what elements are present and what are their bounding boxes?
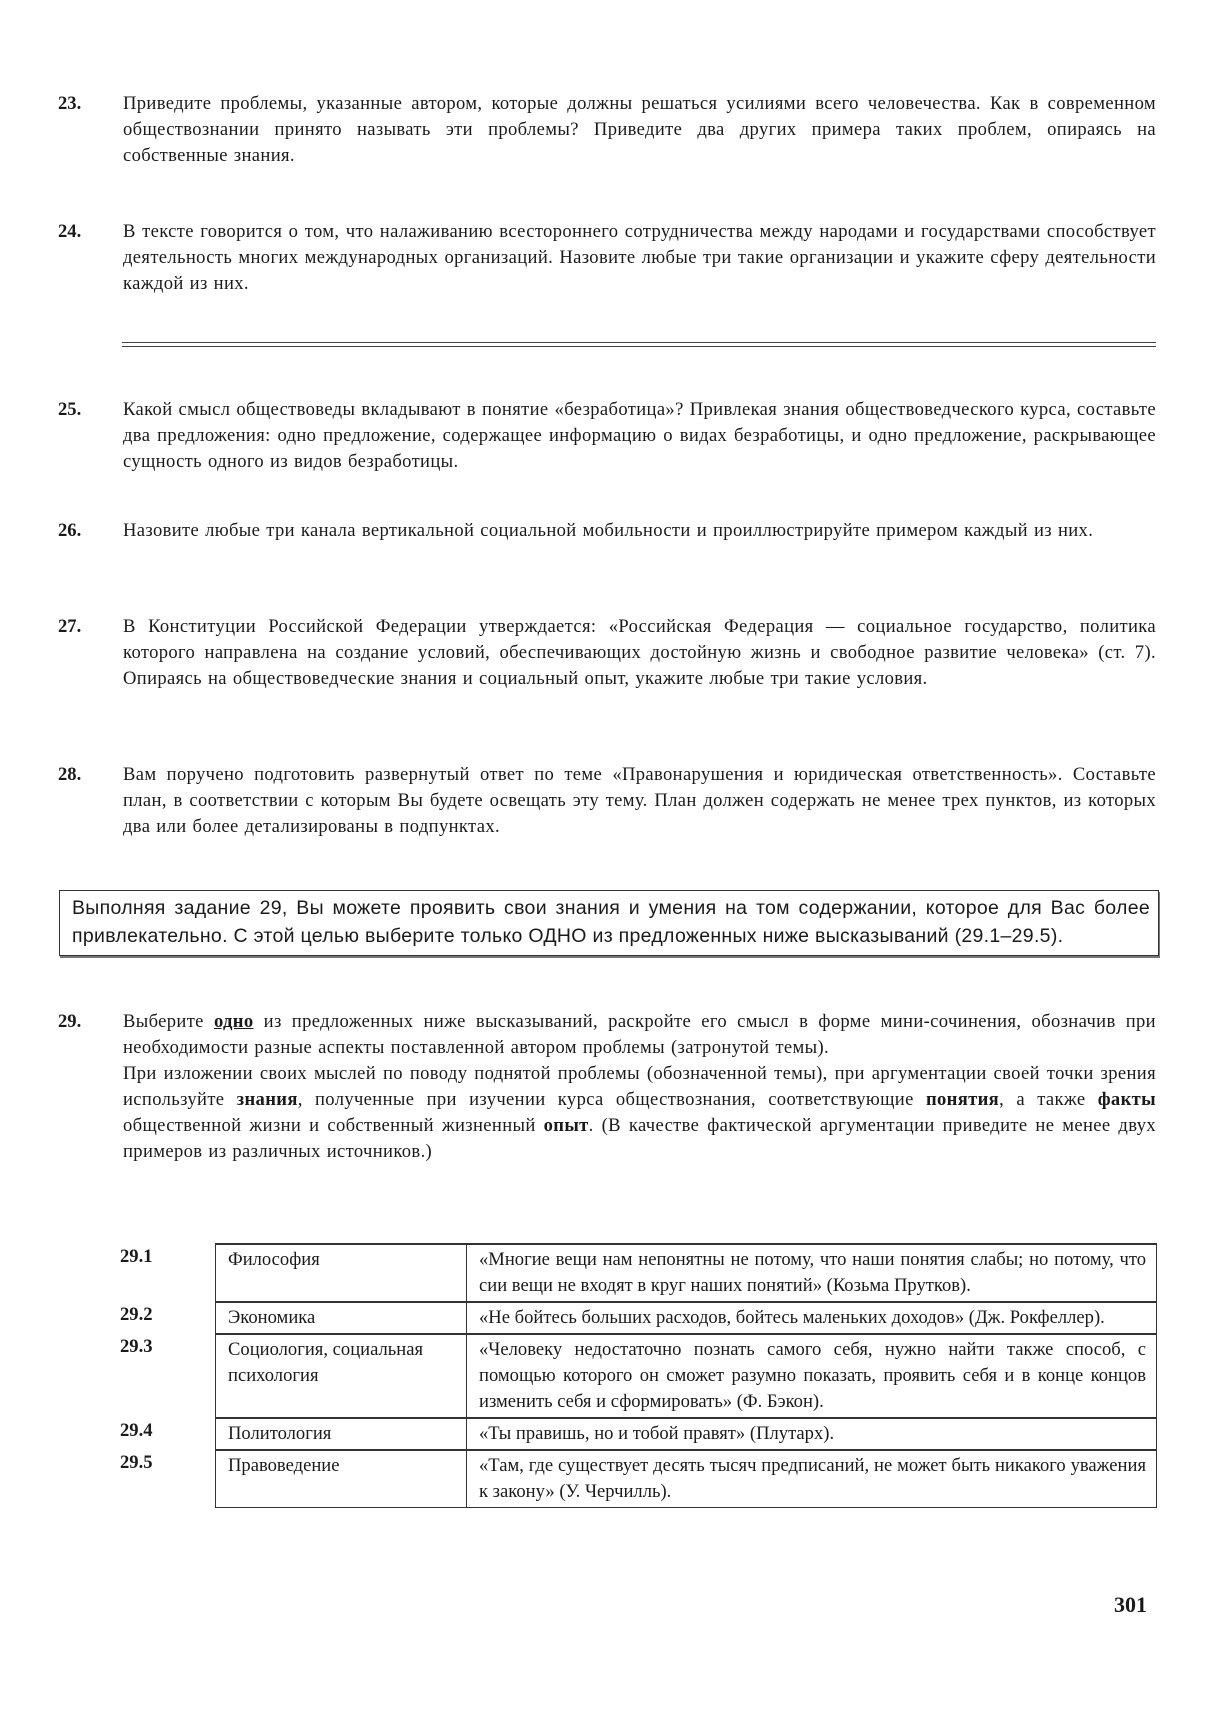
- task-text: Приведите проблемы, указанные автором, которые должны решаться усилиями всего человечества. Как в современном обществознании принято называть эти проблемы? Приведите два других примера таких проблем, опираясь на собственные знания.: [123, 93, 1156, 166]
- quote-number: 29.2: [120, 1304, 153, 1325]
- quote-text: «Ты правишь, но и тобой правят» (Плутарх).: [467, 1418, 1157, 1450]
- task-number: 26.: [58, 520, 82, 541]
- task-24: [58, 219, 1156, 297]
- task-number: 24.: [58, 221, 82, 242]
- task-29: [58, 1009, 1156, 1165]
- quote-text: «Человеку недостаточно познать самого себя, нужно найти также способ, с помощью которого он сможет разумно показать, проявить себя и в конце концов изменить себя и сформировать» (Ф. Бэкон).: [467, 1334, 1157, 1418]
- text: При изложении своих мыслей по поводу поднятой проблемы (обозначенной темы), при аргументации своей точки зрения используйте: [123, 1063, 1156, 1110]
- task-number: 29.: [58, 1011, 82, 1032]
- quote-row: [120, 1450, 1157, 1508]
- divider-rule: [122, 342, 1156, 343]
- text: . (В качестве фактической аргументации приведите не менее двух примеров из различных источников.): [123, 1115, 1157, 1162]
- task-text: Вам поручено подготовить развернутый ответ по теме «Правонарушения и юридическая ответственность». Составьте план, в соответствии с которым Вы будете освещать эту тему. План должен содержать не менее трех пунктов, из которых два или более детализированы в подпунктах.: [123, 764, 1156, 837]
- quote-text: «Многие вещи нам непонятны не потому, что наши понятия слабы; но потому, что сии вещи не входят в круг наших понятий» (Козьма Прутков).: [467, 1244, 1157, 1302]
- quote-subject: Социология, социальная психология: [216, 1334, 467, 1418]
- task-27: [58, 614, 1156, 692]
- task-29-paragraph-1: [123, 1009, 1156, 1061]
- text: , полученные при изучении курса обществознания, соответствующие: [297, 1089, 926, 1110]
- quote-row: [120, 1334, 1157, 1418]
- text: из предложенных ниже высказываний, раскройте его смысл в форме мини-сочинения, обозначив при необходимости разные аспекты поставленной автором проблемы (затронутой темы).: [123, 1011, 1156, 1058]
- quote-number: 29.3: [120, 1336, 153, 1357]
- task-23: [58, 91, 1156, 169]
- task-text: Какой смысл обществоведы вкладывают в понятие «безработица»? Привлекая знания обществоведческого курса, составьте два предложения: одно предложение, содержащее информацию о видах безработицы, и одно предложение, раскрывающее сущность одного из видов безработицы.: [123, 399, 1156, 472]
- task-number: 27.: [58, 616, 82, 637]
- task-28: [58, 762, 1156, 840]
- text: , а также: [999, 1089, 1098, 1110]
- quote-text: «Не бойтесь больших расходов, бойтесь маленьких доходов» (Дж. Рокфеллер).: [467, 1302, 1157, 1334]
- task-text: В тексте говорится о том, что налаживанию всестороннего сотрудничества между народами и государствами способствует деятельность многих международных организаций. Назовите любые три такие организации и укажите сферу деятельности каждой из них.: [123, 221, 1156, 294]
- emphasis-underlined: одно: [213, 1011, 254, 1032]
- quote-number: 29.4: [120, 1420, 153, 1441]
- task-text: В Конституции Российской Федерации утверждается: «Российская Федерация — социальное государство, политика которого направлена на создание условий, обеспечивающих достойную жизнь и свободное развитие человека» (ст. 7). Опираясь на обществоведческие знания и социальный опыт, укажите любые три такие условия.: [123, 616, 1156, 689]
- task-25: [58, 397, 1156, 475]
- instruction-box: Выполняя задание 29, Вы можете проявить свои знания и умения на том содержании, которое для Вас более привлекательно. С этой целью выберите только ОДНО из предложенных ниже высказываний (29.1–29.5).: [59, 890, 1159, 956]
- emphasis-bold: знания: [236, 1089, 298, 1110]
- quote-text: «Там, где существует десять тысяч предписаний, не может быть никакого уважения к закону» (У. Черчилль).: [467, 1450, 1157, 1508]
- task-number: 28.: [58, 764, 82, 785]
- quote-subject: Политология: [216, 1418, 467, 1450]
- page-number: 301: [1114, 1592, 1147, 1617]
- quotes-table: [120, 1243, 1157, 1508]
- quote-number: 29.1: [120, 1246, 153, 1267]
- quote-row: [120, 1302, 1157, 1334]
- text: Выберите: [123, 1011, 214, 1032]
- emphasis-bold: факты: [1097, 1089, 1156, 1110]
- emphasis-bold: опыт: [543, 1115, 589, 1136]
- quote-subject: Экономика: [216, 1302, 467, 1334]
- quote-row: [120, 1244, 1157, 1302]
- quote-subject: Правоведение: [216, 1450, 467, 1508]
- quote-subject: Философия: [216, 1244, 467, 1302]
- text: общественной жизни и собственный жизненный: [123, 1115, 544, 1136]
- task-29-paragraph-2: [123, 1061, 1156, 1165]
- task-number: 25.: [58, 399, 82, 420]
- task-text: Назовите любые три канала вертикальной социальной мобильности и проиллюстрируйте примером каждый из них.: [123, 520, 1094, 541]
- divider-rule: [122, 346, 1156, 347]
- emphasis-bold: понятия: [925, 1089, 1000, 1110]
- task-26: [58, 518, 1156, 544]
- task-number: 23.: [58, 93, 82, 114]
- quote-row: [120, 1418, 1157, 1450]
- quote-number: 29.5: [120, 1452, 153, 1473]
